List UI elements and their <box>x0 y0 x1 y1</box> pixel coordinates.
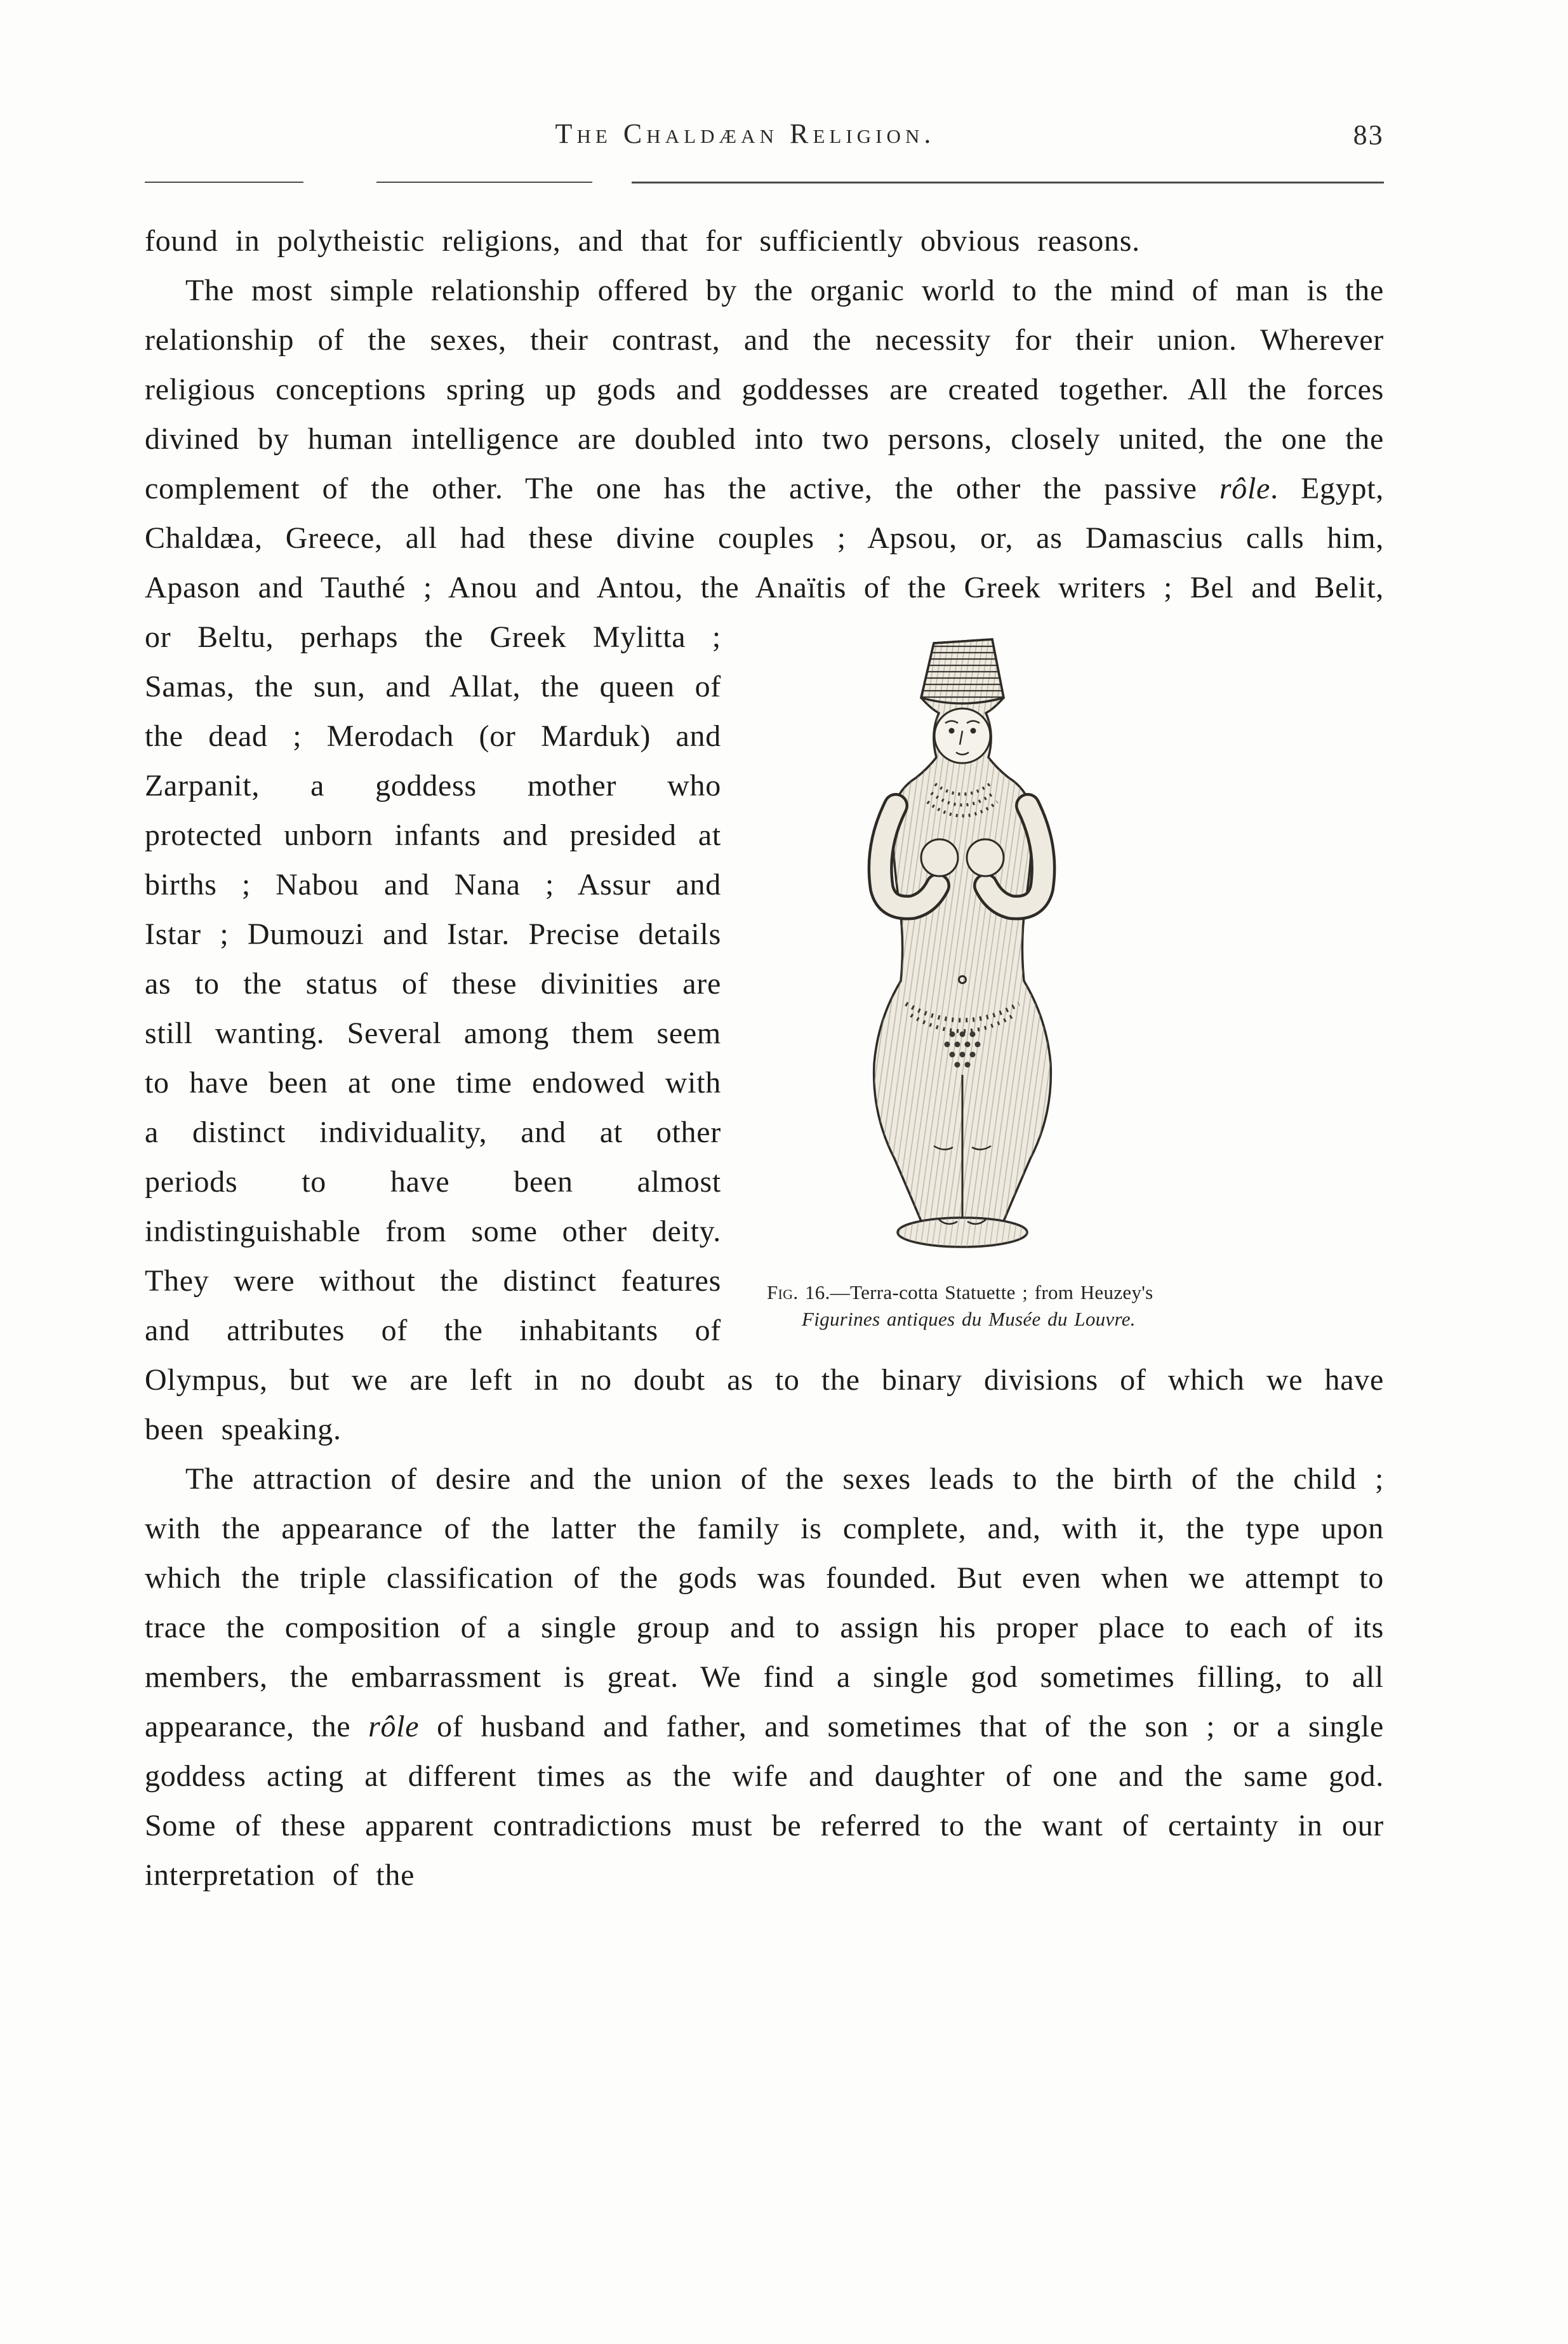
figure-caption <box>767 1279 1160 1333</box>
paragraph-continuation <box>145 216 1384 266</box>
paragraph-text: The most simple relationship offered by the organic world to the mind of man is the relationship of the sexes, their contrast, and the necessity for their union. Wherever religious conceptions spring up gods and goddesses are created together. All the forces divined by human intelligence are doubled into two persons, closely united, the one the complement of the other. The one has the active, the other the passive <box>145 274 1384 505</box>
paragraph-text: of husband and father, and sometimes that of the son ; or a single goddess acting at different times as the wife and daughter of one and the same god. Some of these apparent contradictions must be referred to the want of certainty in our interpretation of the <box>145 1710 1384 1892</box>
page-header <box>145 117 1384 154</box>
header-rule <box>145 181 1384 183</box>
paragraph-text: . Egypt, Chaldæa, Greece, all had these divine couples ; Apsou, or, as Damascius calls him, Apason and Tauthé ; Anou and Antou, the Anaïtis of the <box>145 472 1384 604</box>
paragraph-text: The attraction of desire and the union of the sexes leads to the birth of the child ; with the appearance of the latter the family is complete, and, with it, the type upon which the triple classification of the gods was founded. But even when we attempt to trace the composition of a single group and to assign his proper place to each of its members, the embarrassment is great. We find a single god sometimes filling, to all appearance, the <box>145 1462 1384 1743</box>
paragraph-text: found in polytheistic religions, and that for sufficiently obvious reasons. <box>145 224 1140 258</box>
statuette-illustration <box>809 624 1108 1265</box>
paragraph-divine-couples <box>145 266 1384 1455</box>
italic-word: rôle <box>1219 472 1271 505</box>
figure-label: Fig. 16. <box>767 1281 830 1303</box>
paragraph-text: Greek writers ; Bel and Belit, or Beltu, perhaps the Greek Mylitta ; Samas, the sun, and Allat, the queen of the dead ; Merodach (or Marduk) and Zarpanit, a goddess mother who protected unborn infants and presided at births ; Nabou and Nana ; Assur and Istar ; Dumouzi and Istar. Precise details as to the status of these divinities are still wanting. Several among them seem to have been at one time endowed with a distinct individuality, and at other periods to have been almost indistinguishable from some other deity. They were without the distinct features and attributes of the inhabitants of Olympus, but we are left in no doubt as to the binary divisions of which we have been speaking. <box>145 571 1385 1446</box>
running-title: The Chaldæan Religion. <box>555 118 936 149</box>
rule-segment <box>376 182 592 183</box>
page-number: 83 <box>1353 119 1384 150</box>
italic-word: rôle <box>368 1710 420 1743</box>
rule-segment <box>632 182 1384 183</box>
paragraph-attraction <box>145 1455 1384 1900</box>
rule-segment <box>145 182 303 183</box>
caption-text: —Terra-cotta Statuette ; from Heuzey's <box>830 1281 1153 1303</box>
figure-terracotta-statuette <box>749 624 1384 1333</box>
caption-book-title: Figurines antiques du Musée du Louvre. <box>802 1308 1136 1330</box>
body-text <box>145 216 1384 1900</box>
